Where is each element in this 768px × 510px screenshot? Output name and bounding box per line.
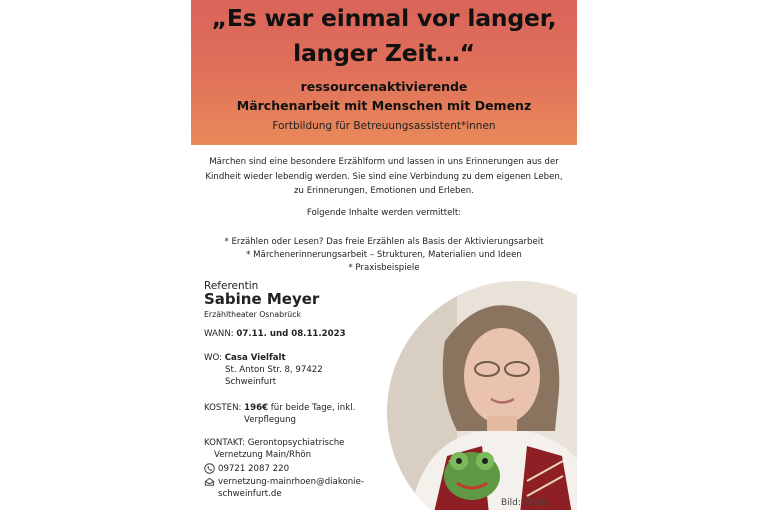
- where-label: WO:: [204, 353, 223, 363]
- email-icon: [204, 476, 215, 487]
- costs-label: KOSTEN:: [204, 403, 242, 413]
- when-row: [204, 328, 346, 341]
- where-venue: Casa Vielfalt: [224, 353, 286, 363]
- referent-label: Referentin: [204, 280, 259, 292]
- intro-line: Märchen sind eine besondere Erzählform und lassen in uns Erinnerungen aus der: [209, 157, 559, 167]
- contents-item: * Erzählen oder Lesen? Das freie Erzählen als Basis der Aktivierungsarbeit: [224, 237, 544, 247]
- referent-name: Sabine Meyer: [204, 290, 320, 308]
- subtitle-line-2: Märchenarbeit mit Menschen mit Demenz: [236, 98, 532, 113]
- contents-heading: Folgende Inhalte werden vermittelt:: [306, 208, 462, 218]
- where-street: St. Anton Str. 8, 97422: [225, 365, 323, 375]
- contact-org: Gerontopsychiatrische: [247, 438, 345, 448]
- contact-org-line-2: Vernetzung Main/Rhön: [214, 450, 312, 460]
- referent-organisation: Erzähltheater Osnabrück: [204, 310, 302, 319]
- email-address[interactable]: vernetzung-mainrhoen@diakonie-: [218, 477, 364, 487]
- costs-line-2: Verpflegung: [244, 415, 296, 425]
- costs-row: [204, 402, 355, 415]
- title-line-1: „Es war einmal vor langer,: [211, 4, 557, 32]
- email-address-line-2[interactable]: schweinfurt.de: [218, 489, 282, 499]
- portrait-illustration: [387, 281, 577, 510]
- photo-credit: Bild: EFOS: [501, 498, 548, 508]
- flyer: [191, 0, 577, 510]
- phone-row: [204, 463, 289, 476]
- costs-amount: 196€: [244, 403, 269, 413]
- costs-rest: für beide Tage, inkl.: [270, 403, 356, 413]
- contents-item: * Praxisbeispiele: [348, 262, 420, 273]
- subtitle-line-1: ressourcenaktivierende: [300, 79, 468, 94]
- when-value: 07.11. und 08.11.2023: [236, 329, 346, 339]
- intro-paragraph: [197, 155, 571, 199]
- where-city: Schweinfurt: [225, 377, 277, 387]
- intro-line: zu Erinnerungen, Emotionen und Erleben.: [294, 186, 474, 196]
- title-line-2: langer Zeit…“: [293, 39, 475, 67]
- contact-row: [204, 437, 344, 450]
- email-row: [204, 476, 364, 489]
- contact-label: KONTAKT:: [204, 438, 245, 448]
- header-banner: [191, 0, 577, 145]
- where-row: [204, 352, 286, 365]
- contents-list: [191, 236, 577, 274]
- intro-line: Kindheit wieder lebendig werden. Sie sind eine Verbindung zu dem eigenen Leben,: [205, 171, 563, 182]
- when-label: WANN:: [204, 329, 234, 339]
- phone-number[interactable]: 09721 2087 220: [218, 464, 290, 474]
- referent-photo: [387, 281, 577, 510]
- subtitle-line-3: Fortbildung für Betreuungsassistent*innen: [272, 120, 496, 132]
- contents-item: * Märchenerinnerungsarbeit – Strukturen, Materialien und Ideen: [246, 249, 522, 260]
- phone-icon: [204, 463, 215, 474]
